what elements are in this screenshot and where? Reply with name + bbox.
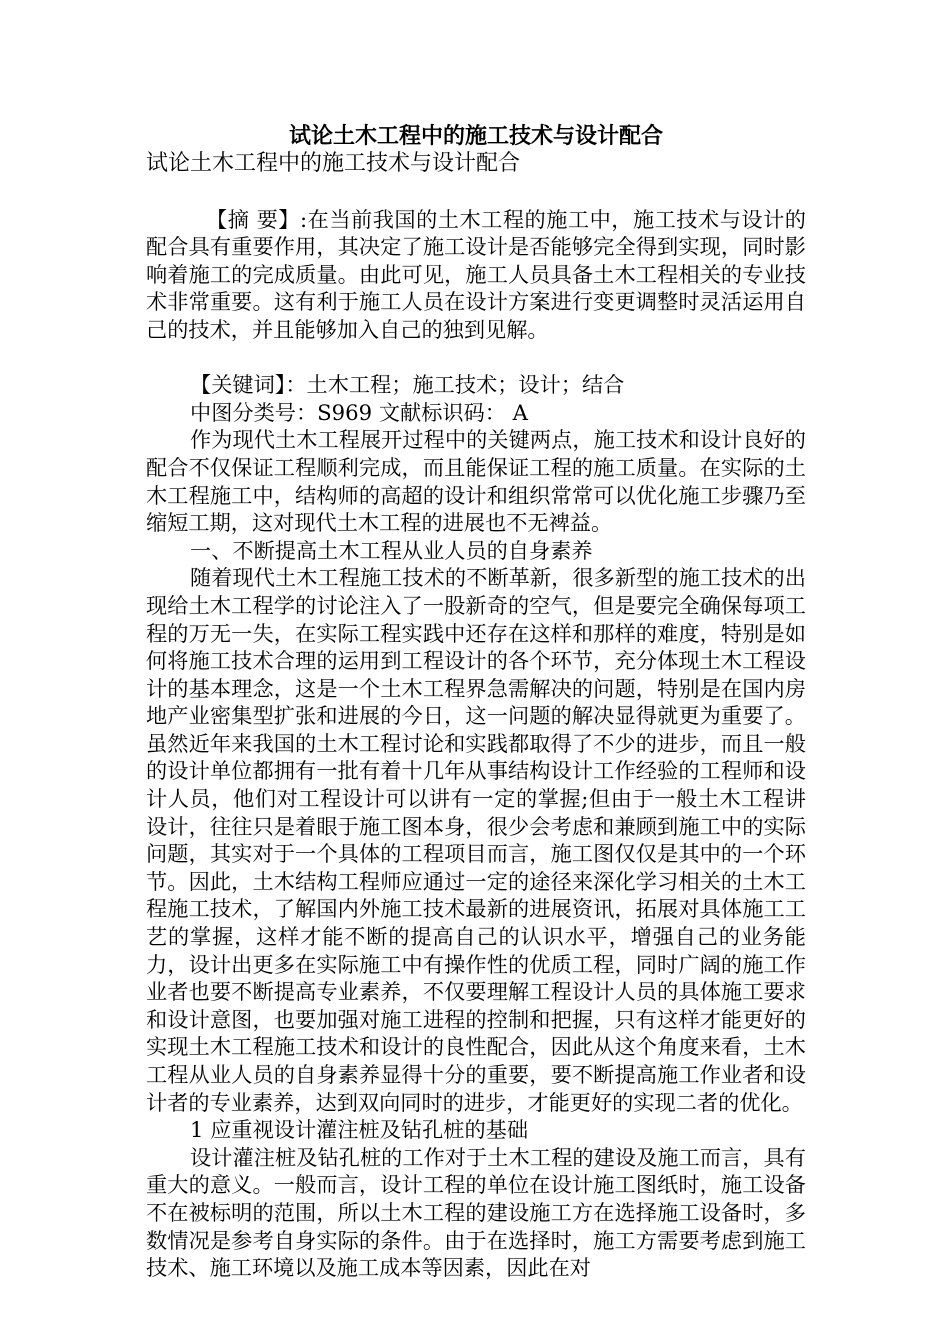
document-page [146, 122, 806, 1282]
abstract-paragraph: 【摘 要】:在当前我国的土木工程的施工中，施工技术与设计的配合具有重要作用，其决定了施工设计是否能够完全得到实现，同时影响着施工的完成质量。由此可见，施工人员具备土木工程相关的专业技术非常重要。这有利于施工人员在设计方案进行变更调整时灵活运用自己的技术，并且能够加入自己的独到见解。 [146, 206, 806, 342]
document-title: 试论土木工程中的施工技术与设计配合 [288, 123, 663, 149]
section-heading: 一、不断提高土木工程从业人员的自身素养 [190, 537, 593, 563]
section-heading: 1 应重视设计灌注桩及钻孔桩的基础 [190, 1117, 529, 1143]
body-paragraph: 随着现代土木工程施工技术的不断革新，很多新型的施工技术的出现给土木工程学的讨论注入了一股新奇的空气，但是要完全确保每项工程的万无一失，在实际工程实践中还存在这样和那样的难度，特别是如何将施工技术合理的运用到工程设计的各个环节，充分体现土木工程设计的基本理念，这是一个土木工程界急需解决的问题，特别是在国内房地产业密集型扩张和进展的今日，这一问题的解决显得就更为重要了。虽然近年来我国的土木工程讨论和实践都取得了不少的进步，而且一般的设计单位都拥有一批有着十几年从事结构设计工作经验的工程师和设计人员，他们对工程设计可以讲有一定的掌握;但由于一般土木工程讲设计，往往只是着眼于施工图本身，很少会考虑和兼顾到施工中的实际问题，其实对于一个具体的工程项目而言，施工图仅仅是其中的一个环节。因此，土木结构工程师应通过一定的途径来深化学习相关的土木工程施工技术，了解国内外施工技术最新的进展资讯，拓展对具体施工工艺的掌握，这样才能不断的提高自己的认识水平，增强自己的业务能力，设计出更多在实际施工中有操作性的优质工程，同时广阔的施工作业者也要不断提高专业素养，不仅要理解工程设计人员的具体施工要求和设计意图，也要加强对施工进程的控制和把握，只有这样才能更好的实现土木工程施工技术和设计的良性配合，因此从这个角度来看，土木工程从业人员的自身素养显得十分的重要，要不断提高施工作业者和设计者的专业素养，达到双向同时的进步，才能更好的实现二者的优化。 [146, 565, 806, 1115]
document-subtitle: 试论土木工程中的施工技术与设计配合 [146, 151, 521, 176]
keywords-line: 【关键词】：土木工程；施工技术；设计；结合 [190, 372, 625, 398]
spacer [146, 344, 806, 372]
classification-line: 中图分类号：S969 文献标识码： A [190, 399, 528, 425]
body-paragraph: 设计灌注桩及钻孔桩的工作对于土木工程的建设及施工而言，具有重大的意义。一般而言，设计工程的单位在设计施工图纸时，施工设备不在被标明的范围，所以土木工程的建设施工方在选择施工设备时，多数情况是参考自身实际的条件。由于在选择时，施工方需要考虑到施工技术、施工环境以及施工成本等因素，因此在对 [146, 1144, 806, 1281]
intro-paragraph: 作为现代土木工程展开过程中的关键两点，施工技术和设计良好的配合不仅保证工程顺利完成，而且能保证工程的施工质量。在实际的土木工程施工中，结构师的高超的设计和组织常常可以优化施工步骤乃至缩短工期，这对现代土木工程的进展也不无裨益。 [146, 427, 806, 536]
spacer [146, 178, 806, 206]
